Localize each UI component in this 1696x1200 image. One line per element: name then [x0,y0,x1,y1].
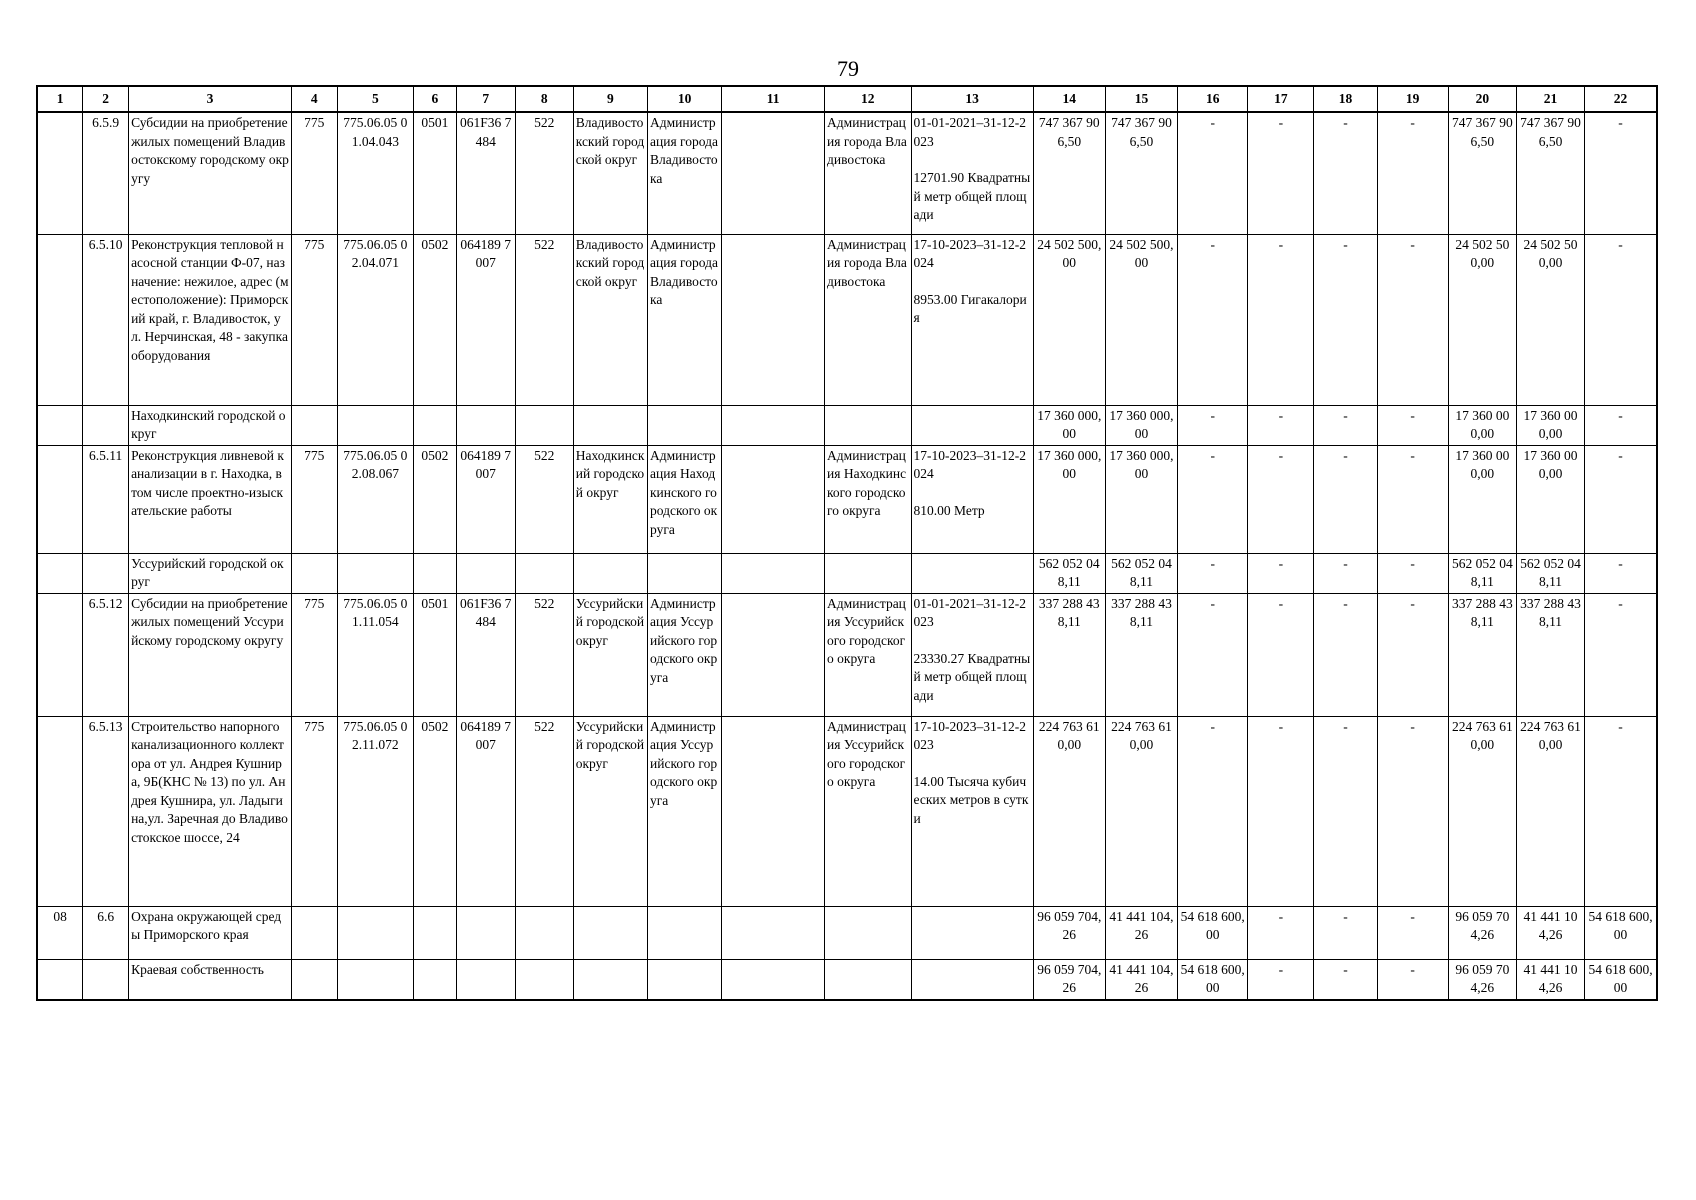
cell-c7: 061F36 7484 [456,593,515,716]
cell-c10 [648,553,722,593]
cell-c19: - [1377,553,1448,593]
cell-c15: 41 441 104,26 [1105,906,1177,959]
cell-c10: Администрация города Владивостока [648,234,722,405]
table-row [37,234,1657,405]
column-header: 21 [1516,86,1584,112]
cell-c16: - [1178,405,1248,445]
column-header: 13 [911,86,1033,112]
cell-c17: - [1248,405,1314,445]
cell-c12 [825,405,911,445]
column-header: 8 [515,86,573,112]
cell-c10: Администрация города Владивостока [648,112,722,234]
cell-c15: 41 441 104,26 [1105,959,1177,1000]
cell-c5: 775.06.05 01.11.054 [337,593,413,716]
cell-c19: - [1377,906,1448,959]
cell-c6: 0502 [413,716,456,906]
cell-c8: 522 [515,112,573,234]
cell-c17: - [1248,716,1314,906]
cell-c1 [37,716,83,906]
cell-c10: Администрация Уссурийского городского округа [648,593,722,716]
table-row [37,716,1657,906]
cell-c15: 17 360 000,00 [1105,445,1177,553]
cell-c7 [456,405,515,445]
cell-period: 17-10-2023–31-12-2024 [913,236,1027,270]
cell-indicator: 8953.00 Гигакалория [913,291,1027,325]
cell-c1 [37,112,83,234]
cell-c8: 522 [515,716,573,906]
cell-c12: Администрация Уссурийского городского округа [825,716,911,906]
cell-c7 [456,906,515,959]
cell-c16: - [1178,234,1248,405]
cell-c20: 24 502 500,00 [1448,234,1516,405]
cell-c14: 337 288 438,11 [1033,593,1105,716]
cell-c19: - [1377,405,1448,445]
cell-c12 [825,959,911,1000]
header-row [37,86,1657,112]
cell-c13 [911,405,1033,445]
cell-c8: 522 [515,593,573,716]
cell-c11 [722,553,825,593]
cell-c5: 775.06.05 01.04.043 [337,112,413,234]
cell-c6: 0502 [413,234,456,405]
cell-c14: 24 502 500,00 [1033,234,1105,405]
column-header: 17 [1248,86,1314,112]
cell-c3: Находкинский городской округ [129,405,292,445]
cell-c7: 064189 7007 [456,716,515,906]
cell-c15: 337 288 438,11 [1105,593,1177,716]
cell-c20: 562 052 048,11 [1448,553,1516,593]
cell-c18: - [1314,959,1377,1000]
cell-c13 [911,593,1033,716]
column-header: 18 [1314,86,1377,112]
cell-indicator: 810.00 Метр [913,502,985,518]
cell-c21: 562 052 048,11 [1516,553,1584,593]
cell-c9 [573,906,647,959]
cell-c19: - [1377,959,1448,1000]
cell-c22: 54 618 600,00 [1585,906,1657,959]
table-row [37,906,1657,959]
cell-c3: Строительство напорного канализационного коллектора от ул. Андрея Кушнира, 9Б(КНС № 13) по ул. Андрея Кушнира, ул. Ладыгина,ул. Заречная до Владивостокское шоссе, 24 [129,716,292,906]
cell-c10 [648,906,722,959]
cell-c1 [37,445,83,553]
column-header: 22 [1585,86,1657,112]
cell-c14: 96 059 704,26 [1033,906,1105,959]
cell-c14: 17 360 000,00 [1033,405,1105,445]
cell-spacer [914,151,1031,169]
cell-c2 [83,553,129,593]
table-row [37,112,1657,234]
cell-c15: 24 502 500,00 [1105,234,1177,405]
cell-period: 17-10-2023–31-12-2024 [913,447,1027,481]
cell-c21: 224 763 610,00 [1516,716,1584,906]
table-row [37,553,1657,593]
cell-c5 [337,906,413,959]
cell-c3: Реконструкция ливневой канализации в г. Находка, в том числе проектно-изыскательские работы [129,445,292,553]
cell-c12 [825,553,911,593]
cell-c2: 6.5.9 [83,112,129,234]
cell-c13 [911,716,1033,906]
cell-c15: 747 367 906,50 [1105,112,1177,234]
cell-c13 [911,553,1033,593]
cell-c20: 17 360 000,00 [1448,405,1516,445]
cell-c20: 747 367 906,50 [1448,112,1516,234]
cell-c14: 17 360 000,00 [1033,445,1105,553]
cell-c11 [722,405,825,445]
cell-indicator: 14.00 Тысяча кубических метров в сутки [913,773,1029,826]
cell-c3: Краевая собственность [129,959,292,1000]
cell-c18: - [1314,906,1377,959]
cell-c20: 96 059 704,26 [1448,906,1516,959]
cell-c19: - [1377,112,1448,234]
cell-c6: 0501 [413,112,456,234]
cell-c9: Находкинский городской округ [573,445,647,553]
cell-c17: - [1248,593,1314,716]
cell-c5 [337,405,413,445]
column-header: 9 [573,86,647,112]
column-header: 12 [825,86,911,112]
cell-c22: - [1585,553,1657,593]
page-number: 79 [837,56,859,81]
cell-c14: 96 059 704,26 [1033,959,1105,1000]
cell-c9 [573,553,647,593]
cell-c18: - [1314,553,1377,593]
cell-c17: - [1248,445,1314,553]
cell-indicator: 12701.90 Квадратный метр общей площади [913,170,1031,222]
cell-c2 [83,405,129,445]
cell-c14: 562 052 048,11 [1033,553,1105,593]
cell-c17: - [1248,112,1314,234]
cell-c1 [37,959,83,1000]
column-header: 15 [1105,86,1177,112]
cell-c16: 54 618 600,00 [1178,959,1248,1000]
cell-c6 [413,405,456,445]
cell-c5 [337,959,413,1000]
cell-c10: Администрация Находкинского городского округа [648,445,722,553]
table-row [37,593,1657,716]
cell-c18: - [1314,716,1377,906]
cell-period: 01-01-2021–31-12-2023 [913,595,1027,629]
cell-c13 [911,906,1033,959]
cell-c7: 064189 7007 [456,234,515,405]
cell-c21: 747 367 906,50 [1516,112,1584,234]
cell-c3: Уссурийский городской округ [129,553,292,593]
cell-c16: - [1178,112,1248,234]
cell-spacer [914,755,1031,773]
column-header: 19 [1377,86,1448,112]
cell-c8: 522 [515,234,573,405]
cell-c5: 775.06.05 02.04.071 [337,234,413,405]
column-header: 16 [1178,86,1248,112]
cell-c21: 41 441 104,26 [1516,959,1584,1000]
column-header: 7 [456,86,515,112]
table-row [37,405,1657,445]
cell-c9: Уссурийский городской округ [573,716,647,906]
cell-c12: Администрация Уссурийского городского округа [825,593,911,716]
cell-c18: - [1314,234,1377,405]
cell-c16: - [1178,553,1248,593]
cell-c6: 0501 [413,593,456,716]
cell-c19: - [1377,234,1448,405]
cell-c13 [911,234,1033,405]
cell-c16: - [1178,445,1248,553]
column-header: 1 [37,86,83,112]
cell-c2: 6.6 [83,906,129,959]
cell-c21: 24 502 500,00 [1516,234,1584,405]
cell-c10: Администрация Уссурийского городского округа [648,716,722,906]
cell-c11 [722,112,825,234]
column-header: 5 [337,86,413,112]
cell-c3: Субсидии на приобретение жилых помещений Уссурийскому городскому округу [129,593,292,716]
cell-c9: Владивостокский городской округ [573,112,647,234]
cell-c22: - [1585,445,1657,553]
column-header: 10 [648,86,722,112]
cell-c21: 17 360 000,00 [1516,405,1584,445]
cell-c2: 6.5.10 [83,234,129,405]
column-header: 4 [291,86,337,112]
cell-c7 [456,553,515,593]
cell-c18: - [1314,112,1377,234]
cell-c11 [722,234,825,405]
cell-c14: 747 367 906,50 [1033,112,1105,234]
cell-c19: - [1377,716,1448,906]
cell-c9 [573,405,647,445]
cell-c11 [722,716,825,906]
cell-c16: 54 618 600,00 [1178,906,1248,959]
cell-c4: 775 [291,593,337,716]
cell-c9: Владивостокский городской округ [573,234,647,405]
cell-c11 [722,906,825,959]
cell-c13 [911,445,1033,553]
cell-c15: 562 052 048,11 [1105,553,1177,593]
cell-c4: 775 [291,445,337,553]
cell-c12: Администрация Находкинского городского округа [825,445,911,553]
cell-indicator: 23330.27 Квадратный метр общей площади [913,650,1031,703]
cell-c7: 061F36 7484 [456,112,515,234]
cell-c1 [37,553,83,593]
cell-c8 [515,906,573,959]
cell-c4: 775 [291,234,337,405]
cell-period: 01-01-2021–31-12-2023 [913,115,1027,149]
cell-c15: 17 360 000,00 [1105,405,1177,445]
budget-table [36,85,1658,1001]
cell-c4: 775 [291,716,337,906]
cell-c22: - [1585,405,1657,445]
cell-c4: 775 [291,112,337,234]
cell-c22: - [1585,593,1657,716]
cell-c1 [37,593,83,716]
cell-c15: 224 763 610,00 [1105,716,1177,906]
column-header: 14 [1033,86,1105,112]
column-header: 20 [1448,86,1516,112]
cell-c17: - [1248,959,1314,1000]
cell-c18: - [1314,405,1377,445]
cell-c20: 17 360 000,00 [1448,445,1516,553]
cell-period: 17-10-2023–31-12-2023 [913,718,1027,752]
cell-c8: 522 [515,445,573,553]
cell-c13 [911,959,1033,1000]
cell-c8 [515,553,573,593]
cell-c17: - [1248,906,1314,959]
cell-c4 [291,906,337,959]
cell-c22: - [1585,234,1657,405]
column-header: 11 [722,86,825,112]
cell-c1: 08 [37,906,83,959]
cell-c16: - [1178,593,1248,716]
cell-c13 [911,112,1033,234]
cell-c8 [515,405,573,445]
cell-c5: 775.06.05 02.08.067 [337,445,413,553]
cell-c5 [337,553,413,593]
cell-c3: Реконструкция тепловой насосной станции Ф-07, назначение: нежилое, адрес (местоположение): Приморский край, г. Владивосток, ул. Нерчинская, 48 - закупка оборудования [129,234,292,405]
cell-c18: - [1314,593,1377,716]
cell-c4 [291,405,337,445]
cell-c2 [83,959,129,1000]
cell-c2: 6.5.12 [83,593,129,716]
cell-c11 [722,593,825,716]
cell-c22: 54 618 600,00 [1585,959,1657,1000]
cell-c21: 17 360 000,00 [1516,445,1584,553]
cell-c3: Охрана окружающей среды Приморского края [129,906,292,959]
cell-c22: - [1585,112,1657,234]
cell-c18: - [1314,445,1377,553]
cell-c2: 6.5.13 [83,716,129,906]
cell-c4 [291,959,337,1000]
cell-c1 [37,234,83,405]
cell-spacer [914,273,1031,291]
cell-spacer [914,484,1031,502]
cell-c6 [413,959,456,1000]
cell-c10 [648,405,722,445]
cell-c9 [573,959,647,1000]
cell-c19: - [1377,445,1448,553]
cell-c17: - [1248,553,1314,593]
cell-c3: Субсидии на приобретение жилых помещений Владивостокскому городскому округу [129,112,292,234]
column-header: 3 [129,86,292,112]
cell-c20: 224 763 610,00 [1448,716,1516,906]
cell-spacer [914,632,1031,650]
cell-c1 [37,405,83,445]
cell-c9: Уссурийский городской округ [573,593,647,716]
cell-c17: - [1248,234,1314,405]
cell-c20: 96 059 704,26 [1448,959,1516,1000]
cell-c6 [413,553,456,593]
cell-c10 [648,959,722,1000]
cell-c5: 775.06.05 02.11.072 [337,716,413,906]
cell-c8 [515,959,573,1000]
cell-c4 [291,553,337,593]
cell-c20: 337 288 438,11 [1448,593,1516,716]
cell-c6: 0502 [413,445,456,553]
table-row [37,445,1657,553]
cell-c21: 337 288 438,11 [1516,593,1584,716]
cell-c6 [413,906,456,959]
cell-c21: 41 441 104,26 [1516,906,1584,959]
cell-c7: 064189 7007 [456,445,515,553]
cell-c14: 224 763 610,00 [1033,716,1105,906]
cell-c12: Администрация города Владивостока [825,234,911,405]
cell-c16: - [1178,716,1248,906]
cell-c2: 6.5.11 [83,445,129,553]
cell-c11 [722,959,825,1000]
column-header: 6 [413,86,456,112]
cell-c19: - [1377,593,1448,716]
cell-c11 [722,445,825,553]
column-header: 2 [83,86,129,112]
cell-c22: - [1585,716,1657,906]
cell-c12 [825,906,911,959]
cell-c12: Администрация города Владивостока [825,112,911,234]
cell-c7 [456,959,515,1000]
table-row [37,959,1657,1000]
